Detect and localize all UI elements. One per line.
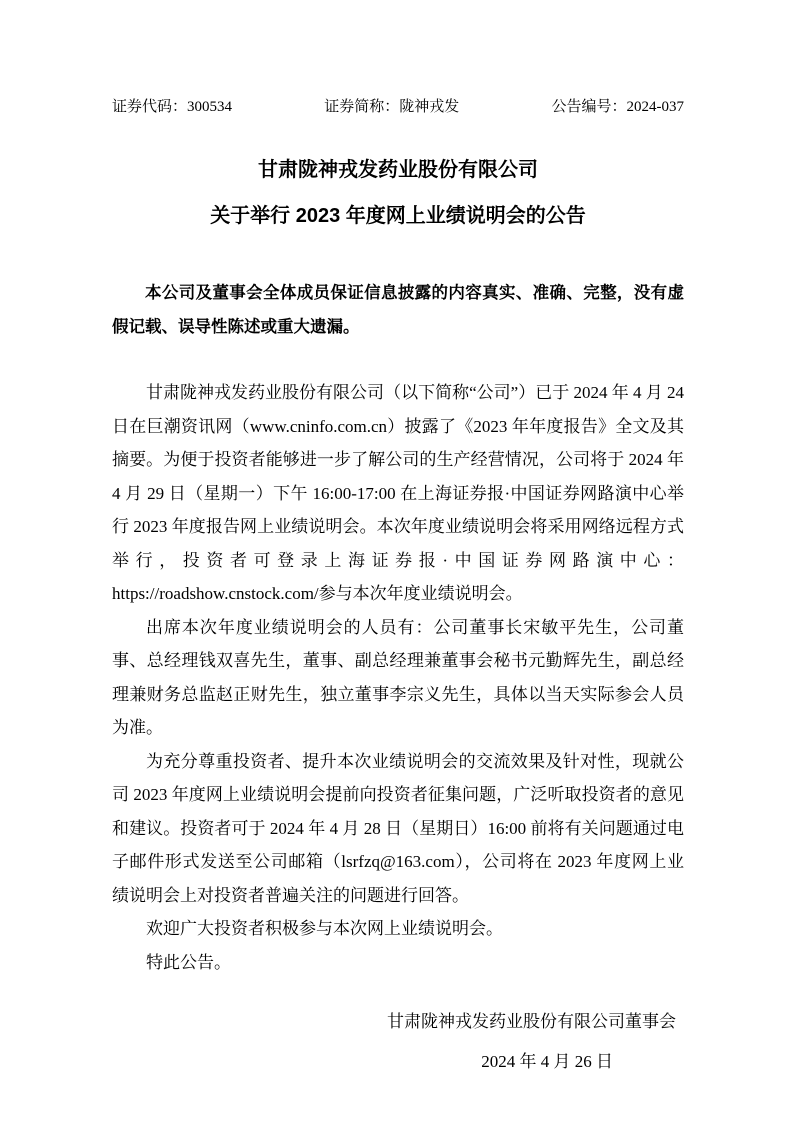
paragraph-closing: 特此公告。 bbox=[146, 952, 231, 972]
announcement-number: 公告编号：2024-037 bbox=[551, 99, 684, 115]
title-block bbox=[112, 157, 684, 229]
paragraph-question-collection: 为充分尊重投资者、提升本次业绩说明会的交流效果及针对性，现就公司 2023 年度网上业绩说明会提前向投资者征集问题，广泛听取投资者的意见和建议。投资者可于 2024 年 4 月 28 日（星期日）16:00 前将有关问题通过电子邮件形式发送至公司邮箱（lsrfzq@163.com），公司将在 2023 年度网上业绩说明会上对投资者普遍关注的问题进行回答。 bbox=[112, 751, 684, 905]
paragraph-disclosure-info: 甘肃陇神戎发药业股份有限公司（以下简称“公司”）已于 2024 年 4 月 24 日在巨潮资讯网（www.cninfo.com.cn）披露了《2023 年年度报告》全文及其摘要。为便于投资者能够进一步了解公司的生产经营情况，公司将于 2024 年 4 月 29 日（星期一）下午 16:00-17:00 在上海证券报·中国证券网路演中心举行 2023 年度报告网上业绩说明会。本次年度业绩说明会将采用网络远程方式举行，投资者可登录上海证券报·中国证券网路演中心：https://roadshow.cnstock.com/参与本次年度业绩说明会。 bbox=[112, 383, 684, 603]
signature-block bbox=[112, 1005, 684, 1078]
announcement-title: 关于举行 2023 年度网上业绩说明会的公告 bbox=[210, 205, 586, 227]
stock-abbreviation: 证券简称：陇神戎发 bbox=[324, 99, 460, 115]
signature-date: 2024 年 4 月 26 日 bbox=[481, 1051, 613, 1071]
stock-code: 证券代码：300534 bbox=[112, 99, 233, 115]
paragraph-attendees: 出席本次年度业绩说明会的人员有：公司董事长宋敏平先生，公司董事、总经理钱双喜先生，董事、副总经理兼董事会秘书元勤辉先生，副总经理兼财务总监赵正财先生，独立董事李宗义先生，具体以当天实际参会人员为准。 bbox=[112, 617, 684, 737]
document-header bbox=[112, 97, 684, 117]
paragraph-welcome: 欢迎广大投资者积极参与本次网上业绩说明会。 bbox=[146, 919, 503, 938]
disclaimer-paragraph: 本公司及董事会全体成员保证信息披露的内容真实、准确、完整，没有虚假记载、误导性陈述或重大遗漏。 bbox=[112, 284, 684, 336]
company-name-title: 甘肃陇神戎发药业股份有限公司 bbox=[258, 159, 538, 181]
signature-company: 甘肃陇神戎发药业股份有限公司董事会 bbox=[387, 1012, 676, 1031]
